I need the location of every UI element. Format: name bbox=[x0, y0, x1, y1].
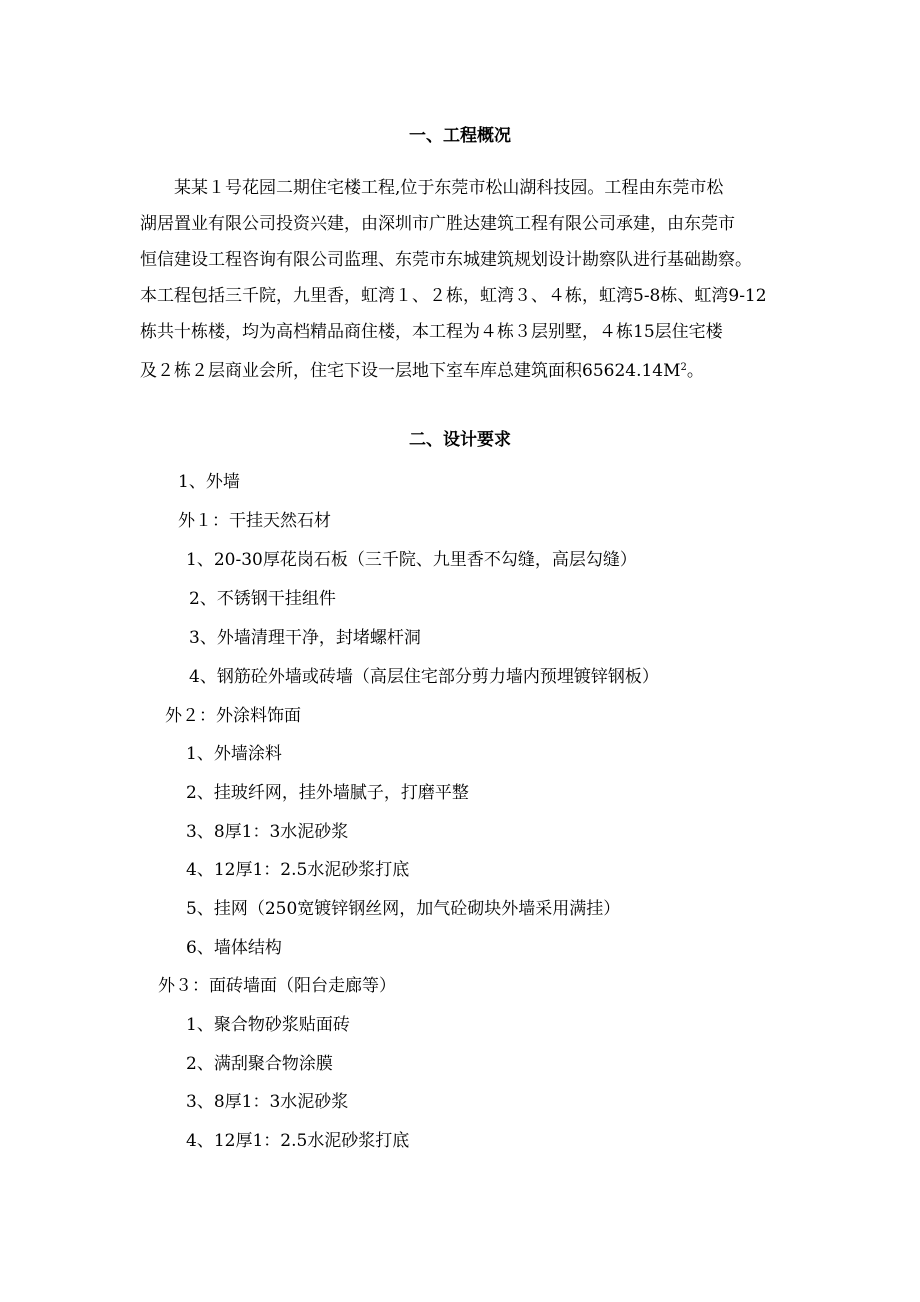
list-item: 1、外墙涂料 bbox=[186, 744, 282, 764]
list-item: 5、挂网（250宽镀锌钢丝网，加气砼砌块外墙采用满挂） bbox=[186, 899, 621, 919]
area-unit-superscript: 2 bbox=[680, 362, 687, 373]
section-title-overview: 一、工程概况 bbox=[409, 126, 511, 146]
list-item: 4、12厚1：2.5水泥砂浆打底 bbox=[186, 1131, 410, 1151]
list-item: 外３：面砖墙面（阳台走廊等） bbox=[158, 976, 396, 996]
overview-paragraph bbox=[140, 170, 780, 386]
list-item: 6、墙体结构 bbox=[186, 938, 282, 958]
paragraph-line: 湖居置业有限公司投资兴建，由深圳市广胜达建筑工程有限公司承建，由东莞市 bbox=[140, 214, 735, 234]
list-item: 1、20-30厚花岗石板（三千院、九里香不勾缝，高层勾缝） bbox=[186, 550, 637, 570]
list-item: 3、外墙清理干净，封堵螺杆洞 bbox=[189, 628, 421, 648]
paragraph-end-mark: 。 bbox=[686, 361, 704, 381]
list-item: 外２：外涂料饰面 bbox=[165, 706, 301, 726]
list-item: 4、钢筋砼外墙或砖墙（高层住宅部分剪力墙内预埋镀锌钢板） bbox=[189, 667, 659, 687]
paragraph-line: 本工程包括三千院，九里香，虹湾１、２栋，虹湾３、４栋，虹湾5-8栋、虹湾9-12 bbox=[140, 286, 767, 306]
paragraph-line: 恒信建设工程咨询有限公司监理、东莞市东城建筑规划设计勘察队进行基础勘察。 bbox=[140, 250, 752, 270]
list-item: 3、8厚1：3水泥砂浆 bbox=[186, 1092, 349, 1112]
list-item: 外１：干挂天然石材 bbox=[178, 511, 331, 531]
paragraph-line-text: 及２栋２层商业会所，住宅下设一层地下室车库总建筑面积65624.14M bbox=[140, 361, 681, 381]
list-item: 3、8厚1：3水泥砂浆 bbox=[186, 822, 349, 842]
paragraph-line: 栋共十栋楼，均为高档精品商住楼，本工程为４栋３层别墅，４栋15层住宅楼 bbox=[140, 322, 723, 342]
paragraph-line-last bbox=[140, 350, 780, 386]
section-title-design-requirements: 二、设计要求 bbox=[409, 430, 511, 450]
paragraph-line: 某某１号花园二期住宅楼工程,位于东莞市松山湖科技园。工程由东莞市松 bbox=[140, 178, 724, 198]
list-item: 1、外墙 bbox=[178, 472, 240, 492]
list-item: 2、满刮聚合物涂膜 bbox=[186, 1054, 333, 1074]
list-item: 1、聚合物砂浆贴面砖 bbox=[186, 1015, 350, 1035]
list-item: 2、不锈钢干挂组件 bbox=[189, 589, 336, 609]
list-item: 4、12厚1：2.5水泥砂浆打底 bbox=[186, 860, 410, 880]
list-item: 2、挂玻纤网，挂外墙腻子，打磨平整 bbox=[186, 783, 469, 803]
